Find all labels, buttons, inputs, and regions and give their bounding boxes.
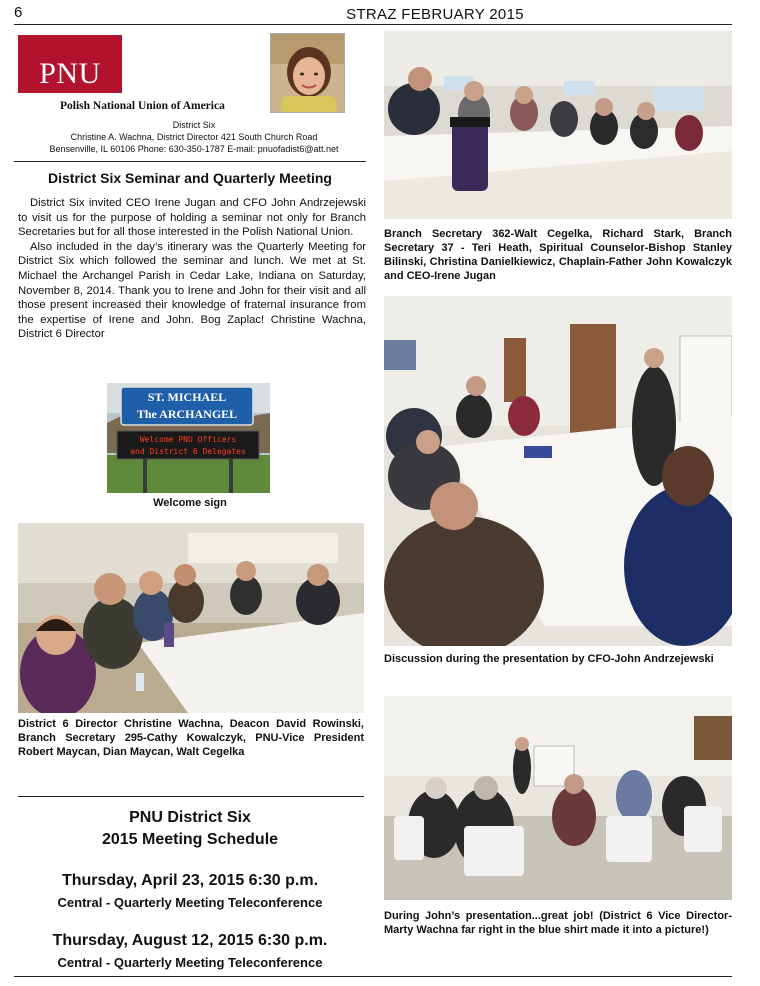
right-top-caption: Branch Secretary 362-Walt Cegelka, Richard Stark, Branch Secretary 37 - Teri Heath, Spiritual Counselor-Bishop Stanley Bilinski, Christina Danielkiewicz, Chaplain-Father John Kowalczyk and CEO-Irene Jugan (384, 228, 732, 282)
meeting-photo-right-bottom (384, 696, 732, 900)
article-body (18, 196, 366, 342)
article-paragraph: Also included in the day’s itinerary was the Quarterly Meeting for District Six which followed the seminar and lunch. We met at St. Michael the Archangel Parish in Cedar Lake, Indiana on Saturday, November 8, 2014. Thank you to Irene and John for their visit and all those present increased their knowledge of fraternal insurance from the expertise of Irene and John. Bog Zaplac! Christine Wachna, District 6 Director (18, 240, 366, 341)
schedule-desc-2: Central - Quarterly Meeting Teleconference (57, 955, 323, 970)
director-portrait-photo (270, 33, 345, 113)
welcome-caption: Welcome sign (153, 497, 227, 509)
article-title: District Six Seminar and Quarterly Meeting (48, 170, 332, 186)
pnu-logo (18, 35, 122, 93)
org-name: Polish National Union of America (60, 100, 225, 112)
right-bottom-caption: During John’s presentation...great job! (District 6 Vice Director-Marty Wachna far right in the blue shirt made it into a picture!) (384, 910, 732, 936)
running-header: STRAZ FEBRUARY 2015 (346, 6, 524, 23)
led-line-1: Welcome PNU Officers (139, 435, 237, 444)
meeting-photo-left (18, 523, 364, 713)
left-photo-caption: District 6 Director Christine Wachna, Deacon David Rowinski, Branch Secretary 295-Cathy Kowalczyk, PNU-Vice President Robert Maycan, Dian Maycan, Walt Cegelka (18, 718, 364, 758)
schedule-title (14, 807, 366, 851)
welcome-sign-photo (107, 383, 270, 493)
article-paragraph: District Six invited CEO Irene Jugan and CFO John Andrzejewski to visit us for the purpose of holding a seminar not only for Branch Secretaries but for all those interested in the Polish National Union. (18, 197, 366, 239)
contact-line: Bensenville, IL 60106 Phone: 630-350-1787 E-mail: pnuofadist6@att.net (49, 144, 339, 154)
schedule-date-1: Thursday, April 23, 2015 6:30 p.m. (61, 872, 319, 889)
top-divider (14, 24, 732, 25)
masthead-contact (14, 119, 374, 155)
schedule-desc-1: Central - Quarterly Meeting Teleconference (57, 895, 323, 910)
logo-text: PNU (39, 57, 101, 90)
sign-line-1: ST. MICHAEL (147, 390, 227, 404)
schedule-title-line: 2015 Meeting Schedule (101, 831, 279, 848)
led-line-2: and District 6 Delegates (130, 447, 246, 456)
director-address: Christine A. Wachna, District Director 421 South Church Road (70, 132, 318, 142)
masthead-divider (14, 161, 366, 162)
meeting-photo-right-middle (384, 296, 732, 646)
schedule-date-2: Thursday, August 12, 2015 6:30 p.m. (52, 932, 328, 949)
meeting-photo-right-top (384, 31, 732, 219)
district-label: District Six (172, 120, 216, 130)
right-middle-caption: Discussion during the presentation by CFO-John Andrzejewski (384, 653, 714, 665)
sign-line-2: The ARCHANGEL (136, 407, 238, 421)
schedule-divider (18, 796, 364, 797)
schedule-title-line: PNU District Six (129, 809, 251, 826)
page-number: 6 (14, 4, 23, 21)
bottom-divider (14, 976, 732, 977)
